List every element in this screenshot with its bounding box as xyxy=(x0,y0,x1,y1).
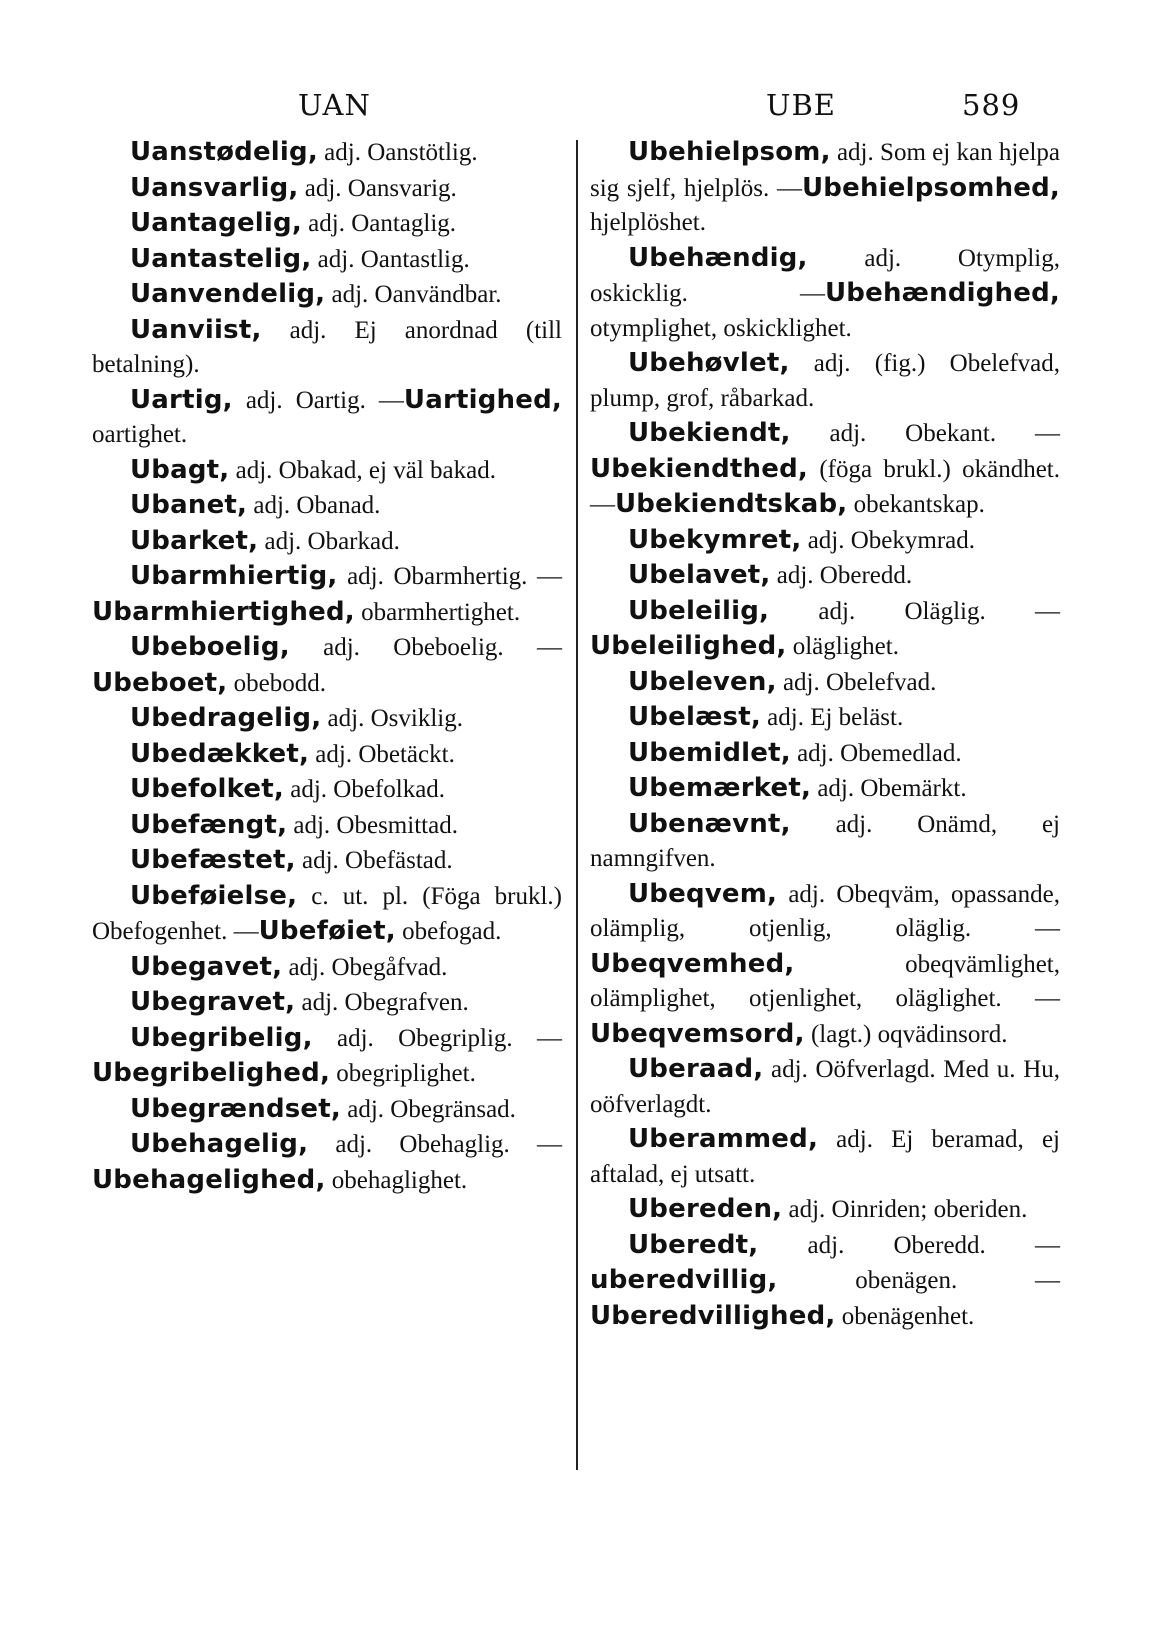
headword: Ubeqvem, xyxy=(628,878,778,909)
definition: adj. Oartig. — xyxy=(232,386,404,414)
dictionary-entry xyxy=(590,135,1060,241)
headword: Ubeleilighed, xyxy=(590,631,787,661)
definition: adj. (fig.) Obelefvad, plump, grof, råbarkad. xyxy=(590,350,1060,412)
headword: Uantastelig, xyxy=(130,243,312,274)
headword: uberedvillig, xyxy=(590,1265,778,1295)
headword: Uartig, xyxy=(130,384,233,415)
definition: adj. Obelefvad. xyxy=(776,668,937,696)
dictionary-entry xyxy=(590,1192,1060,1228)
definition: adj. Oanstötlig. xyxy=(317,139,478,166)
headword: Uanvendelig, xyxy=(130,279,326,309)
headword: Ubekiendtskab, xyxy=(615,489,848,519)
headword: Ubeføielse, xyxy=(130,880,298,911)
headword: Ubeleilig, xyxy=(628,595,770,626)
definition: adj. Obefolkad. xyxy=(283,776,446,803)
dictionary-entry xyxy=(590,416,1060,523)
definition: adj. Obegrafven. xyxy=(295,989,469,1016)
definition: obenägen. — xyxy=(777,1267,1060,1294)
dictionary-entry xyxy=(92,488,562,524)
definition: adj. Obeqväm, opassande, olämplig, otjenlig, oläglig. — xyxy=(590,880,1060,942)
headword: Ubeqvemsord, xyxy=(590,1018,805,1049)
dictionary-entry xyxy=(92,737,562,773)
headword: Ubeleven, xyxy=(628,666,777,697)
definition: adj. Obeboelig. — xyxy=(289,634,562,661)
headword: Ubelavet, xyxy=(628,560,771,590)
dictionary-entry xyxy=(590,594,1060,665)
definition: obefogad. xyxy=(395,918,502,945)
definition: adj. Obegriplig. — xyxy=(312,1024,562,1052)
headword: Ubehændighed, xyxy=(825,278,1060,308)
dictionary-entry xyxy=(92,1092,562,1128)
headword: Ubekymret, xyxy=(628,524,802,555)
headword: Ubefæstet, xyxy=(130,845,296,875)
definition: (föga brukl.) okändhet. — xyxy=(590,455,1060,518)
definition: oläglighet. xyxy=(786,633,899,660)
dictionary-entry xyxy=(92,985,562,1021)
dictionary-entry xyxy=(590,771,1060,807)
definition: adj. Obehaglig. — xyxy=(308,1131,562,1158)
left-column xyxy=(92,135,562,1198)
definition: adj. Onämd, ej namngifven. xyxy=(590,810,1060,872)
definition: adj. Obemärkt. xyxy=(811,775,967,802)
definition: adj. Obarkad. xyxy=(258,527,400,555)
definition: adj. Oantastlig. xyxy=(311,245,470,273)
headword: Ubehændig, xyxy=(628,242,808,273)
definition: obekantskap. xyxy=(847,491,985,518)
definition: adj. Som ej kan hjelpa sig sjelf, hjelplös. — xyxy=(590,139,1060,202)
dictionary-entry xyxy=(92,950,562,986)
definition: adj. Obanad. xyxy=(247,492,381,519)
definition: adj. Ej beläst. xyxy=(760,704,904,731)
headword: Uberedt, xyxy=(628,1229,759,1260)
headword: Ubehielpsom, xyxy=(628,137,831,167)
headword: Ubehagelig, xyxy=(130,1129,309,1159)
definition: adj. Obefästad. xyxy=(295,847,453,874)
headword: Ubedækket, xyxy=(130,738,310,769)
definition: obehaglighet. xyxy=(325,1166,468,1194)
definition: adj. Obakad, ej väl bakad. xyxy=(229,456,496,484)
definition: (lagt.) oqvädinsord. xyxy=(804,1020,1008,1048)
definition: adj. Obesmittad. xyxy=(287,811,458,839)
definition: adj. Obekant. — xyxy=(790,420,1060,447)
headword: Ubarmhiertighed, xyxy=(92,596,355,627)
headword: Ubeboelig, xyxy=(130,632,290,662)
definition: adj. Obekymrad. xyxy=(801,526,976,554)
definition: adj. Oöfverlagd. Med u. Hu, oöfverlagdt. xyxy=(590,1056,1060,1118)
dictionary-entry xyxy=(590,1122,1060,1192)
definition: adj. Osviklig. xyxy=(321,705,463,732)
dictionary-entry xyxy=(92,313,562,383)
dictionary-entry xyxy=(590,1228,1060,1335)
dictionary-entry xyxy=(590,1052,1060,1122)
headword: Ubekiendt, xyxy=(628,418,791,448)
definition: adj. Obegränsad. xyxy=(340,1095,516,1123)
headword: Ubeqvemhed, xyxy=(590,948,795,979)
headword: Uanstødelig, xyxy=(130,137,318,167)
definition: adj. Oinriden; oberiden. xyxy=(782,1196,1028,1223)
headword: Ubereden, xyxy=(628,1194,783,1224)
definition: adj. Ej anordnad (till betalning). xyxy=(92,316,562,378)
dictionary-entry xyxy=(590,241,1060,347)
headword: Ubeboet, xyxy=(92,667,228,698)
headword: Ubegrændset, xyxy=(130,1093,341,1124)
headword: Ubemærket, xyxy=(628,773,812,803)
dictionary-entry xyxy=(92,701,562,737)
dictionary-entry xyxy=(590,665,1060,701)
headword: Ubanet, xyxy=(130,490,248,520)
dictionary-entry xyxy=(92,277,562,313)
dictionary-entry xyxy=(92,135,562,171)
dictionary-entry xyxy=(92,772,562,808)
headword: Ubegavet, xyxy=(130,951,283,982)
headword: Ubegravet, xyxy=(130,987,296,1017)
headword: Ubehielpsomhed, xyxy=(802,172,1060,203)
dictionary-entry xyxy=(92,171,562,207)
definition: adj. Oberedd. xyxy=(770,562,913,589)
dictionary-entry xyxy=(92,524,562,560)
definition: adj. Oläglig. — xyxy=(769,597,1060,625)
dictionary-entry xyxy=(590,558,1060,594)
headword: Ubegribelig, xyxy=(130,1022,313,1053)
definition: obeqvämlighet, olämplighet, otjenlighet, oläglighet. — xyxy=(590,950,1060,1012)
headword: Ubehøvlet, xyxy=(628,348,790,378)
headword: Uanviist, xyxy=(130,314,262,345)
headword: Ubekiendthed, xyxy=(590,453,808,484)
definition: adj. Obarmhertig. — xyxy=(337,563,562,590)
definition: adj. Oantaglig. xyxy=(301,210,457,237)
right-column xyxy=(590,135,1060,1334)
dictionary-entry xyxy=(92,206,562,242)
dictionary-entry xyxy=(92,1021,562,1092)
dictionary-entry xyxy=(92,879,562,950)
definition: otymplighet, oskicklighet. xyxy=(590,314,852,342)
dictionary-entry xyxy=(92,630,562,701)
headword: Uberammed, xyxy=(628,1124,819,1154)
headword: Ubarket, xyxy=(130,525,259,556)
column-divider xyxy=(576,140,578,1470)
dictionary-entry xyxy=(92,453,562,489)
page-number: 589 xyxy=(962,88,1021,122)
headword: Ubehagelighed, xyxy=(92,1164,326,1195)
headword: Ubagt, xyxy=(130,454,230,485)
dictionary-entry xyxy=(590,346,1060,416)
definition: adj. Oansvarig. xyxy=(298,174,457,202)
headword: Uberaad, xyxy=(628,1054,764,1084)
headword: Ubedragelig, xyxy=(130,703,322,733)
definition: adj. Oberedd. — xyxy=(758,1231,1060,1259)
headword: Ubefængt, xyxy=(130,809,288,840)
definition: obebodd. xyxy=(227,669,326,697)
headword: Ubegribelighed, xyxy=(92,1058,331,1088)
dictionary-entry xyxy=(92,808,562,844)
definition: obenägenhet. xyxy=(835,1302,975,1330)
running-head-center: UBE xyxy=(766,88,836,122)
definition: obarmhertighet. xyxy=(354,598,521,626)
dictionary-entry xyxy=(92,242,562,278)
definition: obegriplighet. xyxy=(330,1060,476,1087)
dictionary-entry xyxy=(590,700,1060,736)
running-head-left: UAN xyxy=(298,88,371,122)
dictionary-entry xyxy=(92,843,562,879)
dictionary-entry xyxy=(92,559,562,630)
definition: adj. Ej beramad, ej aftalad, ej utsatt. xyxy=(590,1126,1060,1188)
definition: hjelplöshet. xyxy=(590,209,706,236)
dictionary-entry xyxy=(590,736,1060,772)
headword: Ubemidlet, xyxy=(628,737,791,768)
headword: Ubefolket, xyxy=(130,774,284,804)
dictionary-entry xyxy=(590,523,1060,559)
headword: Ubenævnt, xyxy=(628,808,791,839)
headword: Uberedvillighed, xyxy=(590,1300,836,1331)
definition: oartighet. xyxy=(92,421,188,448)
dictionary-entry xyxy=(92,1127,562,1198)
definition: adj. Obetäckt. xyxy=(309,740,455,768)
definition: c. ut. pl. (Föga brukl.) Obefogenhet. — xyxy=(92,882,562,945)
dictionary-entry xyxy=(590,807,1060,877)
headword: Uantagelig, xyxy=(130,208,302,238)
headword: Ubeføiet, xyxy=(258,916,396,946)
definition: adj. Obegåfvad. xyxy=(282,953,448,981)
headword: Ubarmhiertig, xyxy=(130,561,338,591)
headword: Uansvarlig, xyxy=(130,172,299,203)
definition: adj. Obemedlad. xyxy=(790,739,962,767)
dictionary-entry xyxy=(590,877,1060,1053)
headword: Ubelæst, xyxy=(628,702,761,732)
dictionary-entry xyxy=(92,383,562,453)
headword: Uartighed, xyxy=(403,384,562,415)
definition: adj. Oanvändbar. xyxy=(325,281,502,308)
definition: adj. Otymplig, oskicklig. — xyxy=(590,244,1060,307)
